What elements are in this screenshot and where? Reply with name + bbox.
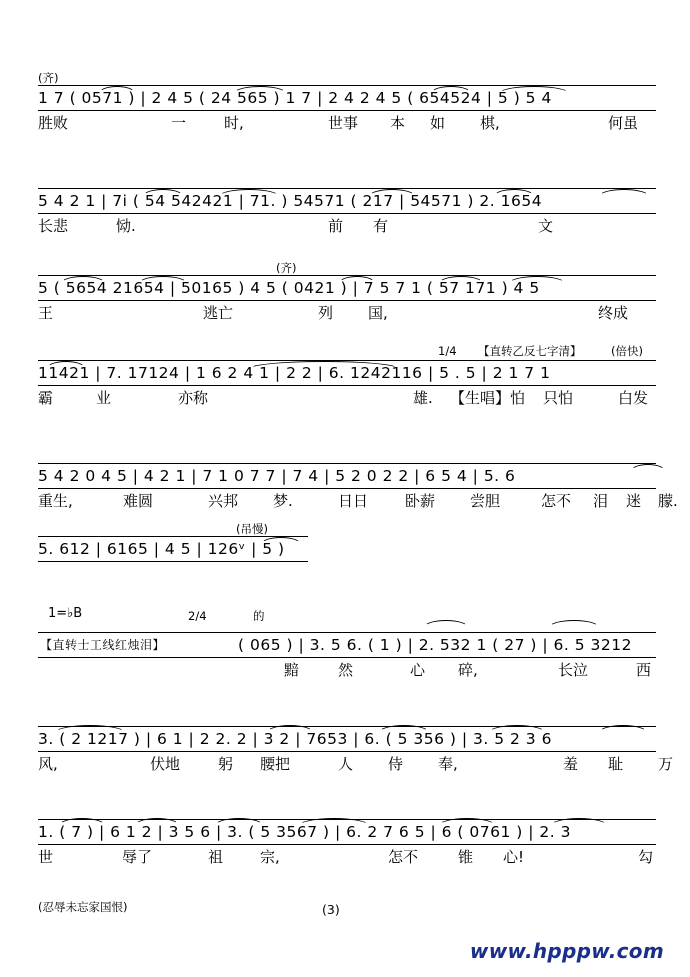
lyric: 世事 <box>328 114 359 132</box>
lyric: 宗, <box>260 848 280 866</box>
lyrics-row <box>38 489 678 513</box>
music-system-5 <box>38 450 678 513</box>
lyrics-row <box>38 111 656 135</box>
notation-row: 1. ( 7 ) | 6 1 2 | 3 5 6 | 3. ( 5 3567 ) | 6. 2 7 6 5 | 6 ( 0761 ) | 2. 3 <box>38 819 656 845</box>
page-number: (3) <box>322 902 340 917</box>
lyric: 列 <box>318 304 334 322</box>
lyric: 心! <box>503 848 525 866</box>
lyric: 恸. <box>116 217 136 235</box>
lyric: 逃亡 <box>203 304 234 322</box>
lyric: 耻 <box>608 755 624 773</box>
lyric: 重生, <box>38 492 73 510</box>
notation-row: 1 7 ( 0571 ) | 2 4 5 ( 24 565 ) 1 7 | 2 4 2 4 5 ( 654524 | 5 ) 5 4 <box>38 85 656 111</box>
lyric: 终成 <box>598 304 629 322</box>
music-system-3 <box>38 262 656 325</box>
lyric: 世 <box>38 848 54 866</box>
lyric: 躬 <box>218 755 234 773</box>
lyric: 亦称 <box>178 389 209 407</box>
lyric: 有 <box>373 217 389 235</box>
lyric: 羞 <box>563 755 579 773</box>
notation-row: 5. 612 | 6165 | 4 5 | 126ᵛ | 5 ) <box>38 536 308 562</box>
notation-row: 5 4 2 1 | 7i ( 54 542421 | 71. ) 54571 ( 217 | 54571 ) 2. 1654 <box>38 188 656 214</box>
lyric: 奉, <box>438 755 458 773</box>
lyric: 锥 <box>458 848 474 866</box>
lyric: 业 <box>96 389 112 407</box>
meter-tag: 2/4 <box>188 609 207 623</box>
lyric: 怎不 <box>541 492 572 510</box>
lyric: 何虽 <box>608 114 639 132</box>
music-system-1 <box>38 72 656 135</box>
section-tag: 【直转乙反七字清】 <box>478 344 582 358</box>
lyric: 本 <box>390 114 406 132</box>
lyric: 西 <box>636 661 652 679</box>
lyric: 辱了 <box>122 848 153 866</box>
lyric: 文 <box>538 217 554 235</box>
notation-row <box>38 632 656 658</box>
lyric: 长悲 <box>38 217 69 235</box>
lyric: 棋, <box>480 114 500 132</box>
lyric: 日日 <box>338 492 369 510</box>
lyric: 迷 <box>626 492 642 510</box>
lyric: 怎不 <box>388 848 419 866</box>
lyric-pickup: 的 <box>253 609 265 623</box>
music-system-8 <box>38 713 674 776</box>
notation-text: ( 065 ) | 3. 5 6. ( 1 ) | 2. 532 1 ( 27 ) | 6. 5 3212 <box>238 636 632 654</box>
watermark: www.hpppw.com <box>469 939 664 963</box>
music-system-4 <box>38 345 656 410</box>
music-system-9 <box>38 806 656 869</box>
lyric: 心 <box>410 661 426 679</box>
music-system-6 <box>38 523 656 562</box>
lyric: 祖 <box>208 848 224 866</box>
lyrics-row <box>38 301 656 325</box>
lyric: 国, <box>368 304 388 322</box>
lyric: 人 <box>338 755 354 773</box>
lyric: 风, <box>38 755 58 773</box>
lyrics-row <box>38 845 656 869</box>
music-system-2 <box>38 175 656 238</box>
lyric: 雄. <box>413 389 433 407</box>
lyric: 王 <box>38 304 54 322</box>
tempo-tag: (倍快) <box>611 344 643 358</box>
lyric: 只怕 <box>543 389 574 407</box>
key-signature: 1=♭B <box>48 606 83 621</box>
lyric: 时, <box>224 114 244 132</box>
lyric: 万 <box>658 755 674 773</box>
lyric: 一 <box>171 114 187 132</box>
footnote: (忍辱未忘家国恨) <box>38 900 128 914</box>
lyric: 【生唱】怕 <box>450 389 526 407</box>
lyric: 尝胆 <box>470 492 501 510</box>
lyric: 难圆 <box>123 492 154 510</box>
lyric: 梦. <box>273 492 293 510</box>
lyric: 腰把 <box>260 755 291 773</box>
lyric: 黯 <box>284 661 300 679</box>
lyrics-row <box>38 752 674 776</box>
lyric: 伏地 <box>150 755 181 773</box>
lyric: 白发 <box>618 389 649 407</box>
section-label: 【直转士工线红烛泪】 <box>40 638 166 652</box>
notation-row: 3. ( 2 1217 ) | 6 1 | 2 2. 2 | 3 2 | 7653 | 6. ( 5 356 ) | 3. 5 2 3 6 <box>38 726 656 752</box>
lyric: 碎, <box>458 661 478 679</box>
lyrics-row <box>38 658 656 682</box>
lyrics-row <box>38 214 656 238</box>
lyric: 长泣 <box>558 661 589 679</box>
system-marker: (吊慢) <box>236 522 268 536</box>
notation-row: 5 4 2 0 4 5 | 4 2 1 | 7 1 0 7 7 | 7 4 | 5 2 0 2 2 | 6 5 4 | 5. 6 <box>38 463 656 489</box>
lyric: 胜败 <box>38 114 69 132</box>
lyric: 泪 <box>593 492 609 510</box>
lyric: 勾 <box>638 848 654 866</box>
lyric: 如 <box>430 114 446 132</box>
lyric: 前 <box>328 217 344 235</box>
meter-tag: 1/4 <box>438 344 457 358</box>
music-system-7 <box>38 608 656 682</box>
lyric: 兴邦 <box>208 492 239 510</box>
lyric: 霸 <box>38 389 54 407</box>
system-marker <box>38 175 656 188</box>
lyrics-row <box>38 386 656 410</box>
system-tags <box>38 345 656 360</box>
lyric: 侍 <box>388 755 404 773</box>
system-marker: (齐) <box>38 71 59 85</box>
lyric: 朦. <box>658 492 678 510</box>
slur-arc <box>630 464 666 472</box>
lyric: 然 <box>338 661 354 679</box>
lyric: 卧薪 <box>405 492 436 510</box>
system-marker <box>38 806 656 819</box>
notation-row: 11421 | 7. 17124 | 1 6 2 4 1 | 2 2 | 6. 1242116 | 5 . 5 | 2 1 7 1 <box>38 360 656 386</box>
system-marker: (齐) <box>276 261 297 275</box>
notation-row: 5 ( 5654 21654 | 50165 ) 4 5 ( 0421 ) | 7 5 7 1 ( 57 171 ) 4 5 <box>38 275 656 301</box>
system-marker <box>38 450 656 463</box>
system-marker <box>38 713 656 726</box>
